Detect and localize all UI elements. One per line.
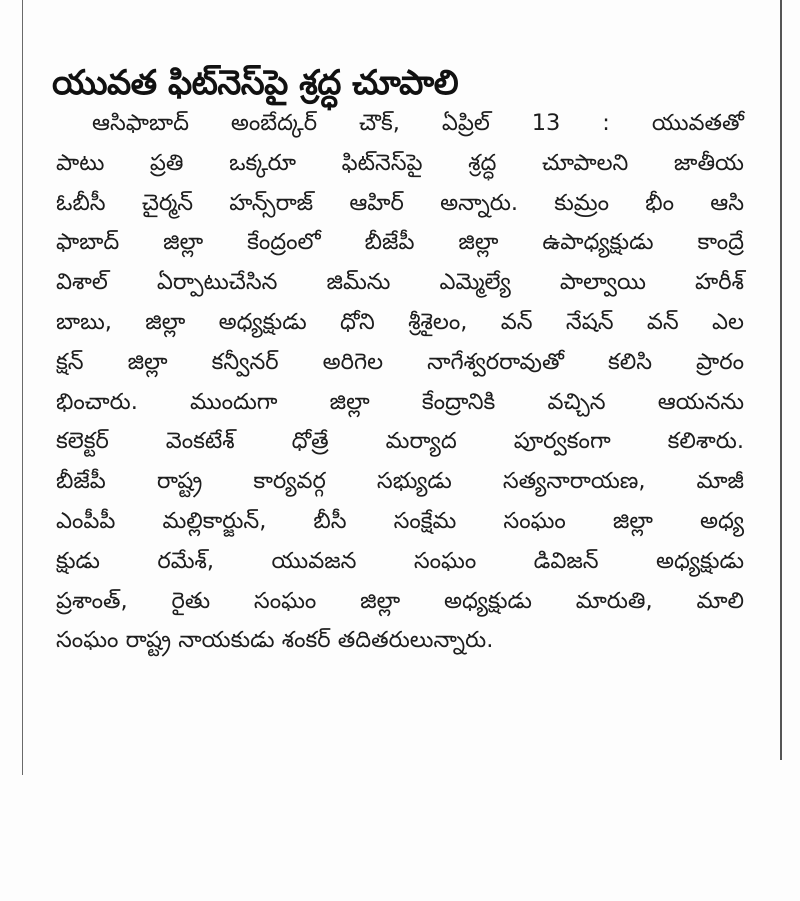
article-line: బాబు, జిల్లా అధ్యక్షుడు ధోని శ్రీశైలం, వన్ నేషన్ వన్ ఎల — [56, 308, 744, 335]
article-line: ప్రశాంత్, రైతు సంఘం జిల్లా అధ్యక్షుడు మారుతి, మాలి — [56, 587, 744, 614]
article-headline: యువత ఫిట్‌నెస్‌పై శ్రద్ధ చూపాలి — [52, 62, 459, 103]
article-line: ఆసిఫాబాద్ అంబేద్కర్ చౌక్, ఏప్రిల్ 13 : యువతతో — [92, 110, 744, 136]
article-line: పాటు ప్రతి ఒక్కరూ ఫిట్‌నెస్‌పై శ్రద్ధ చూపాలని జాతీయ — [56, 149, 744, 176]
column-rule-right — [780, 0, 782, 760]
article-line: క్షన్ జిల్లా కన్వీనర్ అరిగెల నాగేశ్వరరావుతో కలిసి ప్రారం — [56, 348, 744, 375]
article-line: క్షుడు రమేశ్, యువజన సంఘం డివిజన్ అధ్యక్షుడు — [56, 547, 744, 574]
column-rule-left — [22, 0, 23, 775]
cropped-previous-text — [250, 0, 610, 10]
article-line: ఎంపీపీ మల్లికార్జున్, బీసీ సంక్షేమ సంఘం జిల్లా అధ్య — [56, 507, 744, 534]
article-line: సంఘం రాష్ట్ర నాయకుడు శంకర్ తదితరులున్నారు. — [56, 627, 494, 654]
article-line: ఓబీసీ చైర్మన్ హన్స్‌రాజ్ ఆహిర్ అన్నారు. కుమ్రం భీం ఆసి — [56, 189, 744, 216]
article-line: భించారు. ముందుగా జిల్లా కేంద్రానికి వచ్చిన ఆయనను — [56, 388, 744, 415]
article-line: విశాల్ ఏర్పాటుచేసిన జిమ్‌ను ఎమ్మెల్యే పాల్వాయి హరీశ్ — [56, 269, 744, 296]
article-line: కలెక్టర్ వెంకటేశ్ ధోత్రే మర్యాద పూర్వకంగా కలిశారు. — [56, 428, 744, 455]
article-line: ఫాబాద్ జిల్లా కేంద్రంలో బీజేపీ జిల్లా ఉపాధ్యక్షుడు కాంద్రే — [56, 229, 744, 256]
article-line: బీజేపీ రాష్ట్ర కార్యవర్గ సభ్యుడు సత్యనారాయణ, మాజీ — [56, 468, 744, 495]
article-body — [56, 104, 744, 661]
